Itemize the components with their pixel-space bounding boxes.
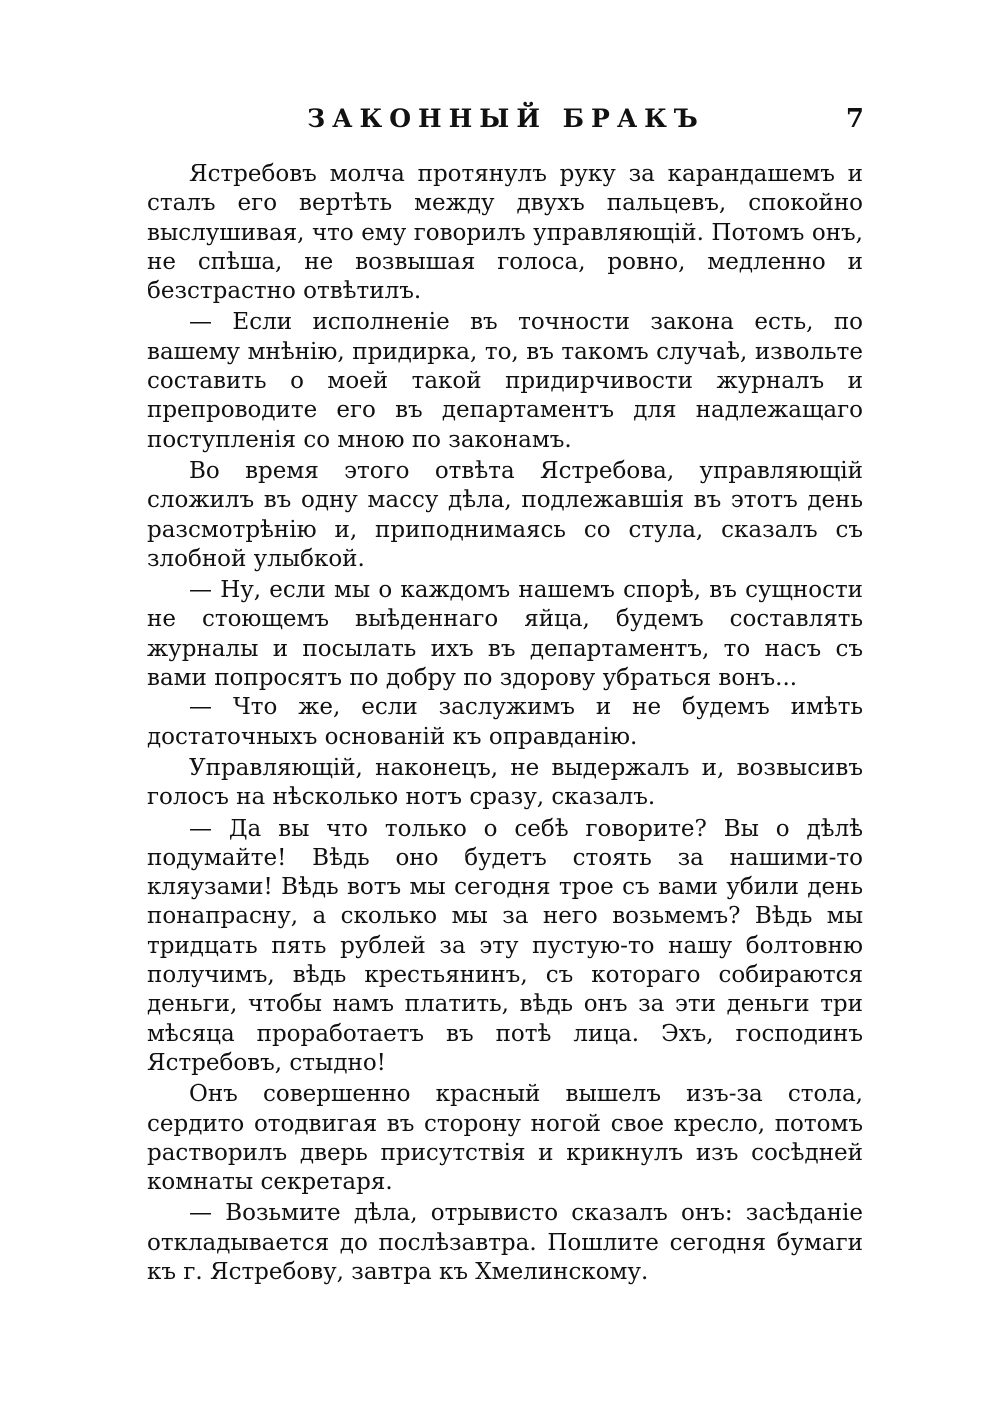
page-header bbox=[148, 104, 864, 140]
page-number: 7 bbox=[845, 104, 864, 134]
paragraph-2: — Если исполненіе въ точности закона есть, по вашему мнѣнію, придирка, то, въ такомъ случаѣ, извольте составить о моей такой придирчивости журналъ и препроводите его въ департаментъ для надлежащаго поступленія со мною по законамъ. bbox=[147, 309, 863, 453]
paragraph-1: Ястребовъ молча протянулъ руку за карандашемъ и сталъ его вертѣть между двухъ пальцевъ, спокойно выслушивая, что ему говорилъ управляющій. Потомъ онъ, не спѣша, не возвышая голоса, ровно, медленно и безстрастно отвѣтилъ. bbox=[147, 161, 863, 305]
paragraph-6: Управляющій, наконецъ, не выдержалъ и, возвысивъ голосъ на нѣсколько нотъ сразу, сказалъ. bbox=[147, 754, 863, 811]
paragraph-4: — Ну, если мы о каждомъ нашемъ спорѣ, въ сущности не стоющемъ выѣденнаго яйца, будемъ составлять журналы и посылать ихъ въ департаментъ, то насъ съ вами попросятъ по добру по здорову убраться вонъ... bbox=[147, 577, 863, 692]
paragraph-9: — Возьмите дѣла, отрывисто сказалъ онъ: засѣданіе откладывается до послѣзавтра. Пошлите сегодня бумаги къ г. Ястребову, завтра къ Хмелинскому. bbox=[147, 1200, 863, 1285]
paragraph-3: Во время этого отвѣта Ястребова, управляющій сложилъ въ одну массу дѣла, подлежавшія въ этотъ день разсмотрѣнію и, приподнимаясь со стула, сказалъ съ злобной улыбкой. bbox=[147, 457, 863, 572]
paragraph-5: — Что же, если заслужимъ и не будемъ имѣть достаточныхъ основаній къ оправданію. bbox=[147, 694, 863, 750]
paragraph-8: Онъ совершенно красный вышелъ изъ-за стола, сердито отодвигая въ сторону ногой свое кресло, потомъ растворилъ дверь присутствія и крикнулъ изъ сосѣдней комнаты секретаря. bbox=[147, 1081, 863, 1196]
body-text bbox=[147, 160, 863, 1287]
running-title: ЗАКОННЫЙ БРАКЪ bbox=[307, 104, 705, 133]
paragraph-7: — Да вы что только о себѣ говорите? Вы о дѣлѣ подумайте! Вѣдь оно будетъ стоять за нашими-то кляузами! Вѣдь вотъ мы сегодня трое съ вами убили день понапрасну, а сколько мы за него возьмемъ? Вѣдь мы тридцать пять рублей за эту пустую-то нашу болтовню получимъ, вѣдь крестьянинъ, съ котораго собираются деньги, чтобы намъ платить, вѣдь онъ за эти деньги три мѣсяца проработаетъ въ потѣ лица. Эхъ, господинъ Ястребовъ, стыдно! bbox=[147, 815, 863, 1076]
